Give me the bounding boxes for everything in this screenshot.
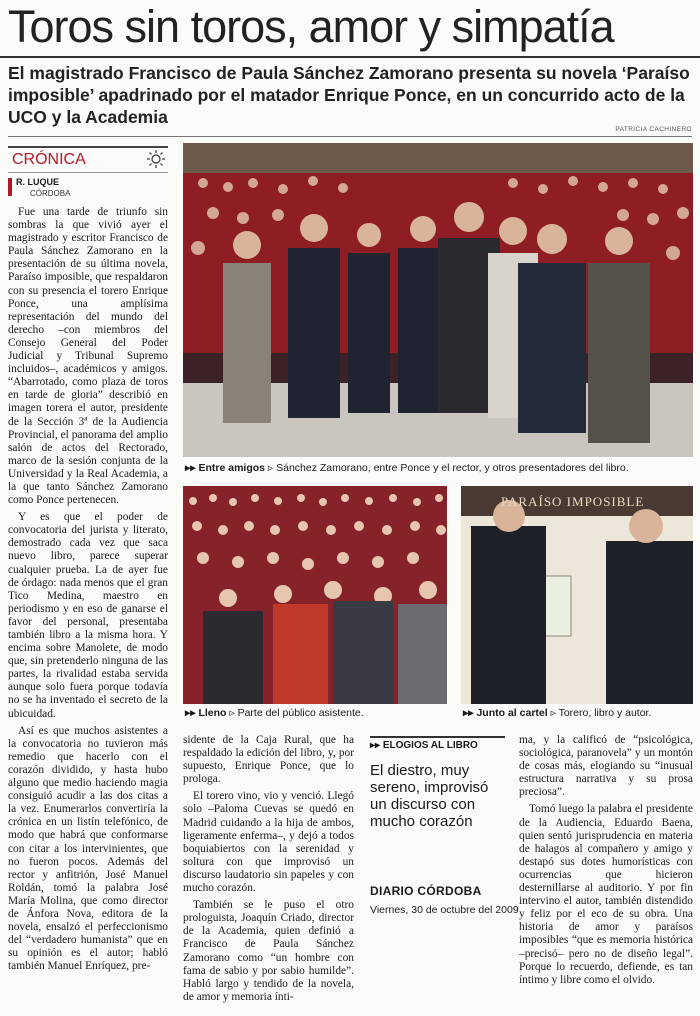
section-sun-icon bbox=[146, 149, 166, 169]
audience-photo bbox=[183, 486, 447, 704]
sidebar-label: ▸▸ ELOGIOS AL LIBRO bbox=[370, 736, 505, 751]
poster-title: PARAÍSO IMPOSIBLE bbox=[501, 494, 645, 509]
author-marker bbox=[8, 178, 12, 196]
paragraph: También se le puso el otro prologuista, Joaquín Criado, director de la Academia, quien definió a Francisco de Paula Sánchez Zamorano como “un hombre con fama de sabio y por sabio humilde”. Habló largo y tendido de la novela, de amor y memoria ínti- bbox=[183, 899, 354, 1003]
section-header bbox=[8, 146, 168, 173]
audience-photo-caption: ▸▸ Lleno ▹ Parte del público asistente. bbox=[185, 707, 364, 719]
headline-rule bbox=[0, 56, 700, 58]
publication-date: Viernes, 30 de octubre del 2009 bbox=[370, 904, 519, 916]
sidebar-quote: El diestro, muy sereno, improvisó un discurso con mucho corazón bbox=[370, 762, 489, 830]
main-photo bbox=[183, 143, 693, 457]
paragraph: sidente de la Caja Rural, que ha respaldado la edición del libro, y, por supuesto, Enrique Ponce, que lo prologa. bbox=[183, 734, 354, 786]
group-photo-illustration bbox=[183, 143, 693, 457]
photo-credit: PATRICIA CACHINERO bbox=[615, 126, 692, 133]
caption-text: Parte del público asistente. bbox=[237, 707, 364, 719]
article-column-1 bbox=[8, 206, 168, 973]
paragraph: El torero vino, vio y venció. Llegó solo –Paloma Cuevas se quedó en Madrid cuidando a la hija de ambos, ligeramente enferma–, y dejó a todos boquiabiertos con la serenidad y soltura con que improvisó un discurso laudatorio sin papeles y con mucho corazón. bbox=[183, 790, 354, 895]
masthead: DIARIO CÓRDOBA bbox=[370, 884, 482, 898]
paragraph: Y es que el poder de convocatoria del jurista y literato, demostrado cada vez que saca nuevo libro, parece superar cualquier prueba. La de ayer fue de órdago: nada menos que el gran Tico Medina, maestro en periodismo y en eso de ganarse el favor del personal, presentaba también libro a la misma hora. Y encima sobre Manolete, de modo que, sin pretenderlo ninguna de las partes, la rivalidad estaba servida aunque solo fuera porque todavía no se ha inventado el secreto de la ubicuidad. bbox=[8, 511, 168, 720]
poster-illustration bbox=[461, 486, 693, 704]
paragraph: ma, y la calificó de “psicológica, sociológica, paranovela” y un montón de cosas más, elogiando su “inusual estructura narrativa y su prosa preciosa”. bbox=[519, 734, 693, 799]
poster-photo bbox=[461, 486, 693, 704]
paragraph: Fue una tarde de triunfo sin sombras la que vivió ayer el magistrado y escritor Francisco de Paula Sánchez Zamorano en la presentación de su última novela, Paraíso imposible, que respaldaron con su presencia el torero Enrique Ponce, una amplísima representación del mundo del derecho –con miembros del Consejo General del Poder Judicial y Tribunal Supremo incluidos–, académicos y amigos. “Abarrotado, como plaza de toros en tarde de gloria” describió en imagen torera el autor, presidente de la Sección 3ª de la Audiencia Provincial, el panorama del amplio salón de actos del Rectorado, marco de la sesión conjunta de la Universidad y la Real Academia, a la que tanto Sánchez Zamorano como Ponce pertenecen. bbox=[8, 206, 168, 507]
paragraph: Así es que muchos asistentes a la convocatoria no tuvieron más remedio que hacerlo con el corazón dividido, y hasta hubo alguno que medio haciendo magia consiguió acudir a las dos citas a la vez. Enumerarlos convertiría la crónica en un listín telefónico, de modo que habrá que conformarse con citar a los intervinientes, que no fueron pocos. Además del rector y anfitrión, José Manuel Roldán, tomó la palabra José María Molina, que como director de Ánfora Nova, editora de la novela, ensalzó el perfeccionismo del “verdadero humanista” que en su opinión es el autor; habló también Manuel Enríquez, pre- bbox=[8, 724, 168, 973]
article-column-2 bbox=[183, 734, 354, 1004]
caption-title: Junto al cartel bbox=[476, 707, 548, 719]
byline-author: R. LUQUE bbox=[16, 177, 60, 187]
section-label: CRÓNICA bbox=[12, 151, 86, 168]
sidebar-label-text: ELOGIOS AL LIBRO bbox=[382, 740, 478, 751]
article-column-4 bbox=[519, 734, 693, 987]
section-rule bbox=[8, 136, 692, 137]
paragraph: Tomó luego la palabra el presidente de la Audiencia, Eduardo Baena, quien sentó jurisprudencia en materia de halagos al compañero y amigo y destapó sus dotes humorísticas con ocurrencias que hicieron desternillarse al auditorio. Y por fin intervino el autor, también distendido y feliz por el eco de su obra. Una historia de amor y paraísos imposibles “que es memoria histórica –precisó– pero no de diseño legal”. Porque lo recuerdo, defiende, es tan íntimo y libre como el olvido. bbox=[519, 803, 693, 986]
subheadline: El magistrado Francisco de Paula Sánchez Zamorano presenta su novela ‘Paraíso imposible’ apadrinado por el matador Enrique Ponce, en un concurrido acto de la UCO y la Academia bbox=[8, 63, 690, 127]
byline-city: CÓRDOBA bbox=[30, 189, 71, 198]
caption-title: Entre amigos bbox=[198, 462, 265, 474]
poster-photo-caption: ▸▸ Junto al cartel ▹ Torero, libro y autor. bbox=[463, 707, 652, 719]
audience-illustration bbox=[183, 486, 447, 704]
caption-text: Torero, libro y autor. bbox=[558, 707, 652, 719]
caption-title: Lleno bbox=[198, 707, 227, 719]
headline: Toros sin toros, amor y simpatía bbox=[8, 1, 614, 52]
main-photo-caption: ▸▸ Entre amigos ▹ Sánchez Zamorano, entre Ponce y el rector, y otros presentadores del libro. bbox=[185, 462, 629, 474]
caption-text: Sánchez Zamorano, entre Ponce y el rector, y otros presentadores del libro. bbox=[276, 462, 629, 474]
